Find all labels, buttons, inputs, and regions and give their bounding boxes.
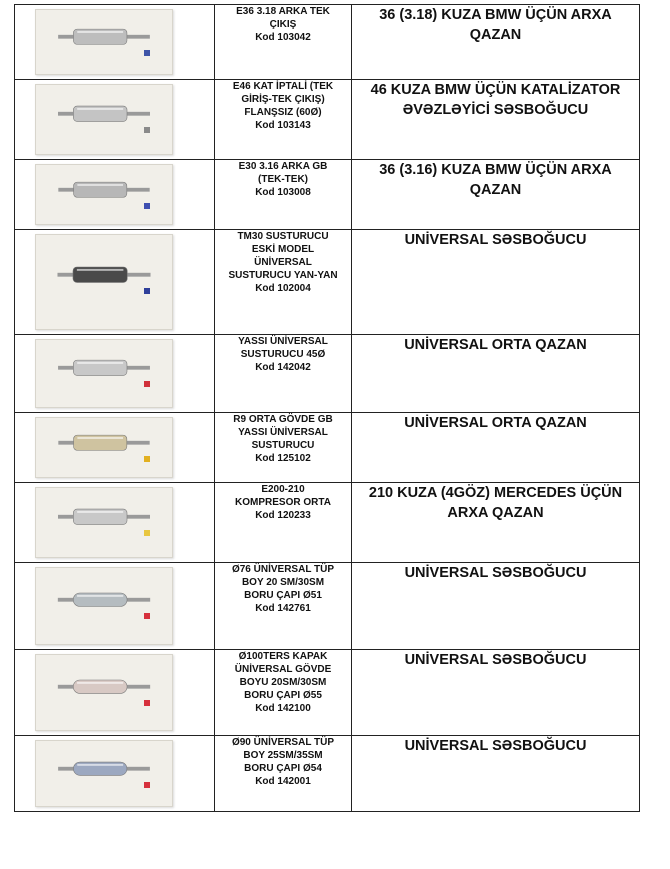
product-code: Kod 102004 (255, 283, 311, 294)
model-line: BORU ÇAPI Ø51 (244, 590, 322, 601)
product-photo-cell (15, 483, 215, 563)
model-line: (TEK-TEK) (258, 174, 308, 185)
product-description: 46 KUZA BMW ÜÇÜN KATALİZATOR ƏVƏZLƏYİCİ SƏSBOĞUCU (352, 80, 640, 160)
catalog-row (15, 413, 640, 483)
color-swatch (144, 288, 150, 294)
model-line: ÇIKIŞ (269, 19, 297, 30)
model-line: BOY 25SM/35SM (243, 750, 323, 761)
model-line: BOY 20 SM/30SM (241, 577, 325, 588)
product-photo (35, 417, 173, 478)
model-line: ESKİ MODEL (251, 244, 315, 255)
color-swatch (144, 700, 150, 706)
rear-muffler-icon (36, 488, 172, 557)
model-line: R9 ORTA GÖVDE GB (233, 414, 333, 425)
product-photo (35, 9, 173, 75)
product-description: 36 (3.16) KUZA BMW ÜÇÜN ARXA QAZAN (352, 160, 640, 230)
product-photo-cell (15, 335, 215, 413)
product-code: Kod 142001 (255, 776, 311, 787)
color-swatch (144, 127, 150, 133)
model-line: Ø76 ÜNİVERSAL TÜP (231, 564, 335, 575)
model-line: ÜNİVERSAL GÖVDE (234, 664, 332, 675)
tube-muffler-icon (36, 568, 172, 644)
model-line: ÜNİVERSAL (254, 257, 312, 268)
product-code: Kod 125102 (255, 453, 311, 464)
model-line: E46 KAT İPTALİ (TEK (232, 81, 334, 92)
product-code-cell (215, 483, 352, 563)
product-photo-cell (15, 230, 215, 335)
product-photo-cell (15, 650, 215, 736)
model-line: GİRİŞ-TEK ÇIKIŞ) (241, 94, 325, 105)
product-code: Kod 142761 (255, 603, 311, 614)
product-description: UNİVERSAL ORTA QAZAN (352, 413, 640, 483)
product-code: Kod 103042 (255, 32, 311, 43)
product-code-cell (215, 80, 352, 160)
middle-muffler-icon (36, 340, 172, 407)
model-line: BORU ÇAPI Ø55 (244, 690, 322, 701)
model-line: E36 3.18 ARKA TEK (236, 6, 330, 17)
product-code-cell (215, 563, 352, 650)
product-code: Kod 103008 (255, 187, 311, 198)
product-description: UNİVERSAL SƏSBOĞUCU (352, 736, 640, 812)
model-line: YASSI ÜNİVERSAL (238, 336, 328, 347)
product-code-cell (215, 650, 352, 736)
model-line: FLANŞSIZ (60Ø) (244, 107, 322, 118)
catalog-row (15, 335, 640, 413)
universal-muffler-icon (36, 235, 172, 329)
product-photo (35, 654, 173, 731)
rear-muffler-icon (36, 10, 172, 74)
rear-muffler-icon (36, 165, 172, 224)
catalog-row (15, 483, 640, 563)
model-line: Ø90 ÜNİVERSAL TÜP (231, 737, 335, 748)
product-code-cell (215, 413, 352, 483)
catalog-row (15, 5, 640, 80)
model-line: YASSI ÜNİVERSAL (238, 427, 328, 438)
product-photo-cell (15, 413, 215, 483)
product-code: Kod 142100 (255, 703, 311, 714)
product-description: UNİVERSAL ORTA QAZAN (352, 335, 640, 413)
product-photo (35, 567, 173, 645)
tube-muffler-icon (36, 655, 172, 730)
product-description: 36 (3.18) KUZA BMW ÜÇÜN ARXA QAZAN (352, 5, 640, 80)
catalog-body (15, 5, 640, 812)
product-photo-cell (15, 5, 215, 80)
catalog-row (15, 80, 640, 160)
product-code-cell (215, 736, 352, 812)
product-catalog-table (14, 4, 640, 812)
product-photo-cell (15, 563, 215, 650)
model-line: KOMPRESOR ORTA (235, 497, 331, 508)
product-photo (35, 234, 173, 330)
catalog-row (15, 230, 640, 335)
product-description: 210 KUZA (4GÖZ) MERCEDES ÜÇÜN ARXA QAZAN (352, 483, 640, 563)
catalog-row (15, 160, 640, 230)
model-line: SUSTURUCU (251, 440, 315, 451)
catalyst-replacement-icon (36, 85, 172, 154)
product-code-cell (215, 5, 352, 80)
model-line: SUSTURUCU YAN-YAN (228, 270, 338, 281)
color-swatch (144, 203, 150, 209)
color-swatch (144, 613, 150, 619)
model-line: TM30 SUSTURUCU (237, 231, 329, 242)
product-photo (35, 164, 173, 225)
product-code: Kod 142042 (255, 362, 311, 373)
model-line: BORU ÇAPI Ø54 (244, 763, 322, 774)
color-swatch (144, 381, 150, 387)
model-line: SUSTURUCU 45Ø (240, 349, 326, 360)
color-swatch (144, 530, 150, 536)
catalog-row (15, 563, 640, 650)
product-description: UNİVERSAL SƏSBOĞUCU (352, 650, 640, 736)
model-line: Ø100TERS KAPAK (238, 651, 328, 662)
color-swatch (144, 782, 150, 788)
product-photo (35, 84, 173, 155)
model-line: E200-210 (261, 484, 305, 495)
catalog-row (15, 736, 640, 812)
product-code-cell (215, 160, 352, 230)
model-line: E30 3.16 ARKA GB (238, 161, 328, 172)
model-line: BOYU 20SM/30SM (239, 677, 327, 688)
middle-muffler-icon (36, 418, 172, 477)
product-code-cell (215, 230, 352, 335)
product-code-cell (215, 335, 352, 413)
product-code: Kod 120233 (255, 510, 311, 521)
product-photo-cell (15, 80, 215, 160)
product-description: UNİVERSAL SƏSBOĞUCU (352, 563, 640, 650)
catalog-row (15, 650, 640, 736)
color-swatch (144, 456, 150, 462)
product-photo (35, 339, 173, 408)
color-swatch (144, 50, 150, 56)
tube-muffler-icon (36, 741, 172, 806)
product-photo-cell (15, 736, 215, 812)
product-photo-cell (15, 160, 215, 230)
product-photo (35, 740, 173, 807)
product-photo (35, 487, 173, 558)
product-description: UNİVERSAL SƏSBOĞUCU (352, 230, 640, 335)
product-code: Kod 103143 (255, 120, 311, 131)
